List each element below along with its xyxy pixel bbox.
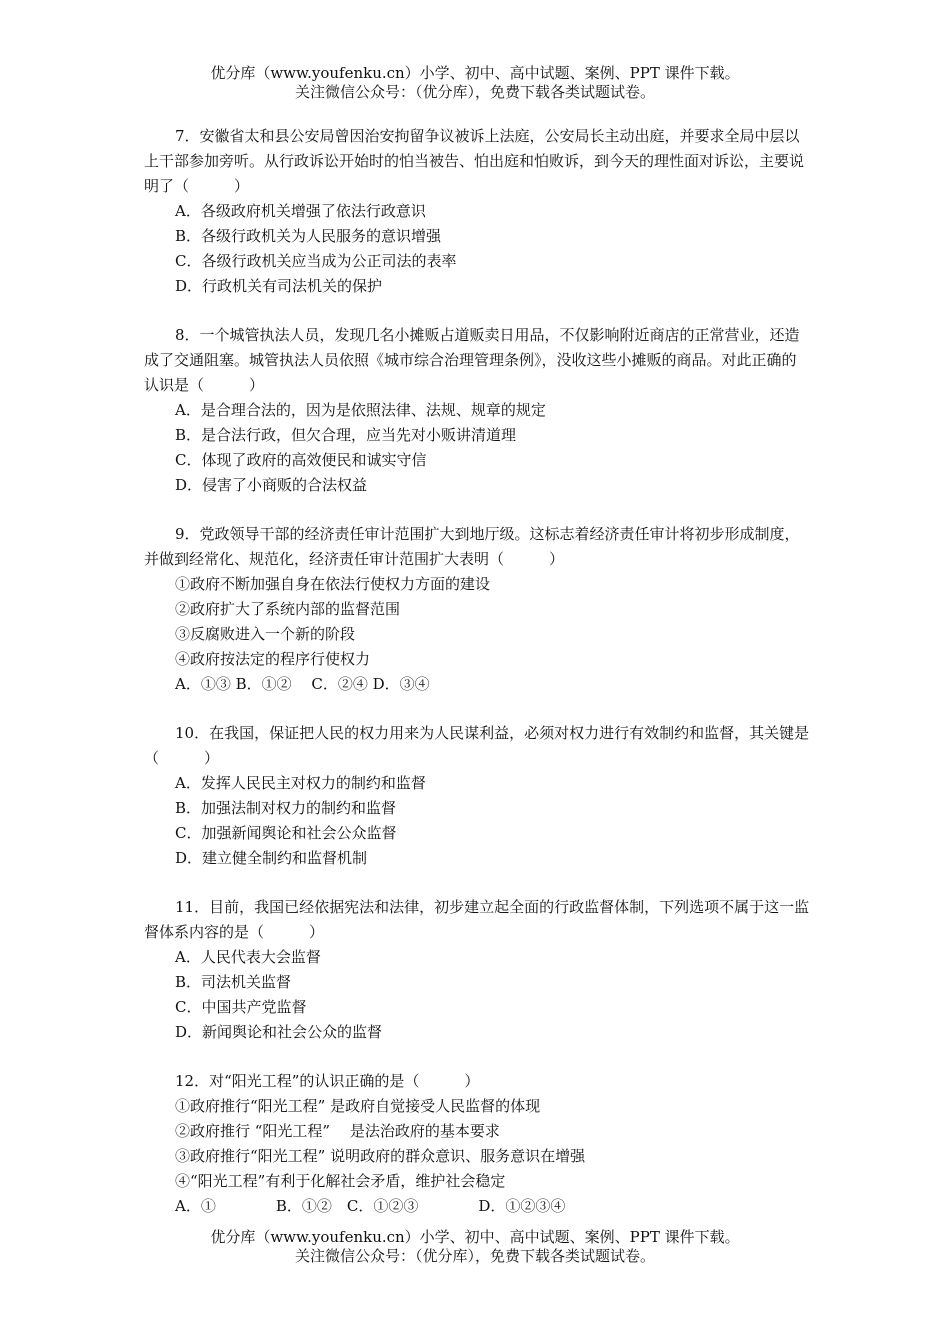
- statement-4: ④政府按法定的程序行使权力: [175, 650, 371, 668]
- question-stem: 9．党政领导干部的经济责任审计范围扩大到地厅级。这标志着经济责任审计将初步形成制度，并做到经常化、规范化，经济责任审计范围扩大表明（ ）: [144, 525, 800, 568]
- statement-3: ③政府推行“阳光工程” 说明政府的群众意识、服务意识在增强: [175, 1147, 586, 1165]
- statement-4: ④“阳光工程”有利于化解社会矛盾，维护社会稳定: [175, 1172, 506, 1190]
- question-stem: 11．目前，我国已经依据宪法和法律，初步建立起全面的行政监督体制，下列选项不属于这一监督体系内容的是（ ）: [144, 898, 810, 941]
- option-d: D．新闻舆论和社会公众的监督: [175, 1023, 383, 1041]
- answer-choices: A．①③ B．①② C．②④ D．③④: [175, 675, 430, 693]
- statement-2: ②政府扩大了系统内部的监督范围: [175, 600, 401, 618]
- question-stem: 8．一个城管执法人员，发现几名小摊贩占道贩卖日用品，不仅影响附近商店的正常营业，还造成了交通阻塞。城管执法人员依照《城市综合治理管理条例》，没收这些小摊贩的商品。对此正确的认识是（ ）: [144, 326, 800, 394]
- answer-choices: A．① B．①② C．①②③ D．①②③④: [175, 1197, 566, 1215]
- option-b: B．是合法行政，但欠合理，应当先对小贩讲清道理: [175, 426, 517, 444]
- question-8: [144, 323, 810, 498]
- option-d: D．侵害了小商贩的合法权益: [175, 476, 368, 494]
- question-stem: 7．安徽省太和县公安局曾因治安拘留争议被诉上法庭，公安局长主动出庭，并要求全局中层以上干部参加旁听。从行政诉讼开始时的怕当被告、怕出庭和怕败诉，到今天的理性面对诉讼，主要说明了（ ）: [144, 127, 805, 195]
- option-b: B．各级行政机关为人民服务的意识增强: [175, 227, 442, 245]
- option-c: C．各级行政机关应当成为公正司法的表率: [175, 252, 457, 270]
- question-12: [144, 1069, 810, 1219]
- statement-2: ②政府推行 “阳光工程” 是法治政府的基本要求: [175, 1122, 500, 1140]
- option-d: D．行政机关有司法机关的保护: [175, 277, 383, 295]
- question-stem: 10．在我国，保证把人民的权力用来为人民谋利益，必须对权力进行有效制约和监督，其关键是（ ）: [144, 724, 810, 767]
- question-7: [144, 124, 810, 299]
- question-list: [144, 124, 810, 1243]
- question-9: [144, 522, 810, 697]
- option-a: A．各级政府机关增强了依法行政意识: [175, 202, 426, 220]
- option-d: D．建立健全制约和监督机制: [175, 849, 368, 867]
- footer-line-1: 优分库（www.youfenku.cn）小学、初中、高中试题、案例、PPT 课件下载。: [210, 1228, 740, 1246]
- question-10: [144, 721, 810, 871]
- option-c: C．中国共产党监督: [175, 998, 307, 1016]
- question-stem: 12．对“阳光工程”的认识正确的是（ ）: [175, 1072, 480, 1090]
- option-a: A．是合理合法的，因为是依照法律、法规、规章的规定: [175, 401, 546, 419]
- option-a: A．发挥人民民主对权力的制约和监督: [175, 774, 426, 792]
- statement-1: ①政府不断加强自身在依法行使权力方面的建设: [175, 575, 491, 593]
- statement-3: ③反腐败进入一个新的阶段: [175, 625, 356, 643]
- option-b: B．加强法制对权力的制约和监督: [175, 799, 397, 817]
- option-c: C．体现了政府的高效便民和诚实守信: [175, 451, 427, 469]
- header-line-1: 优分库（www.youfenku.cn）小学、初中、高中试题、案例、PPT 课件下载。: [210, 64, 740, 82]
- option-b: B．司法机关监督: [175, 973, 292, 991]
- header-line-2: 关注微信公众号：（优分库），免费下载各类试题试卷。: [294, 83, 655, 101]
- page-footer: [0, 1228, 950, 1266]
- footer-line-2: 关注微信公众号：（优分库），免费下载各类试题试卷。: [294, 1247, 655, 1265]
- option-a: A．人民代表大会监督: [175, 948, 321, 966]
- statement-1: ①政府推行“阳光工程” 是政府自觉接受人民监督的体现: [175, 1097, 541, 1115]
- option-c: C．加强新闻舆论和社会公众监督: [175, 824, 397, 842]
- page-header: [0, 64, 950, 102]
- question-11: [144, 895, 810, 1045]
